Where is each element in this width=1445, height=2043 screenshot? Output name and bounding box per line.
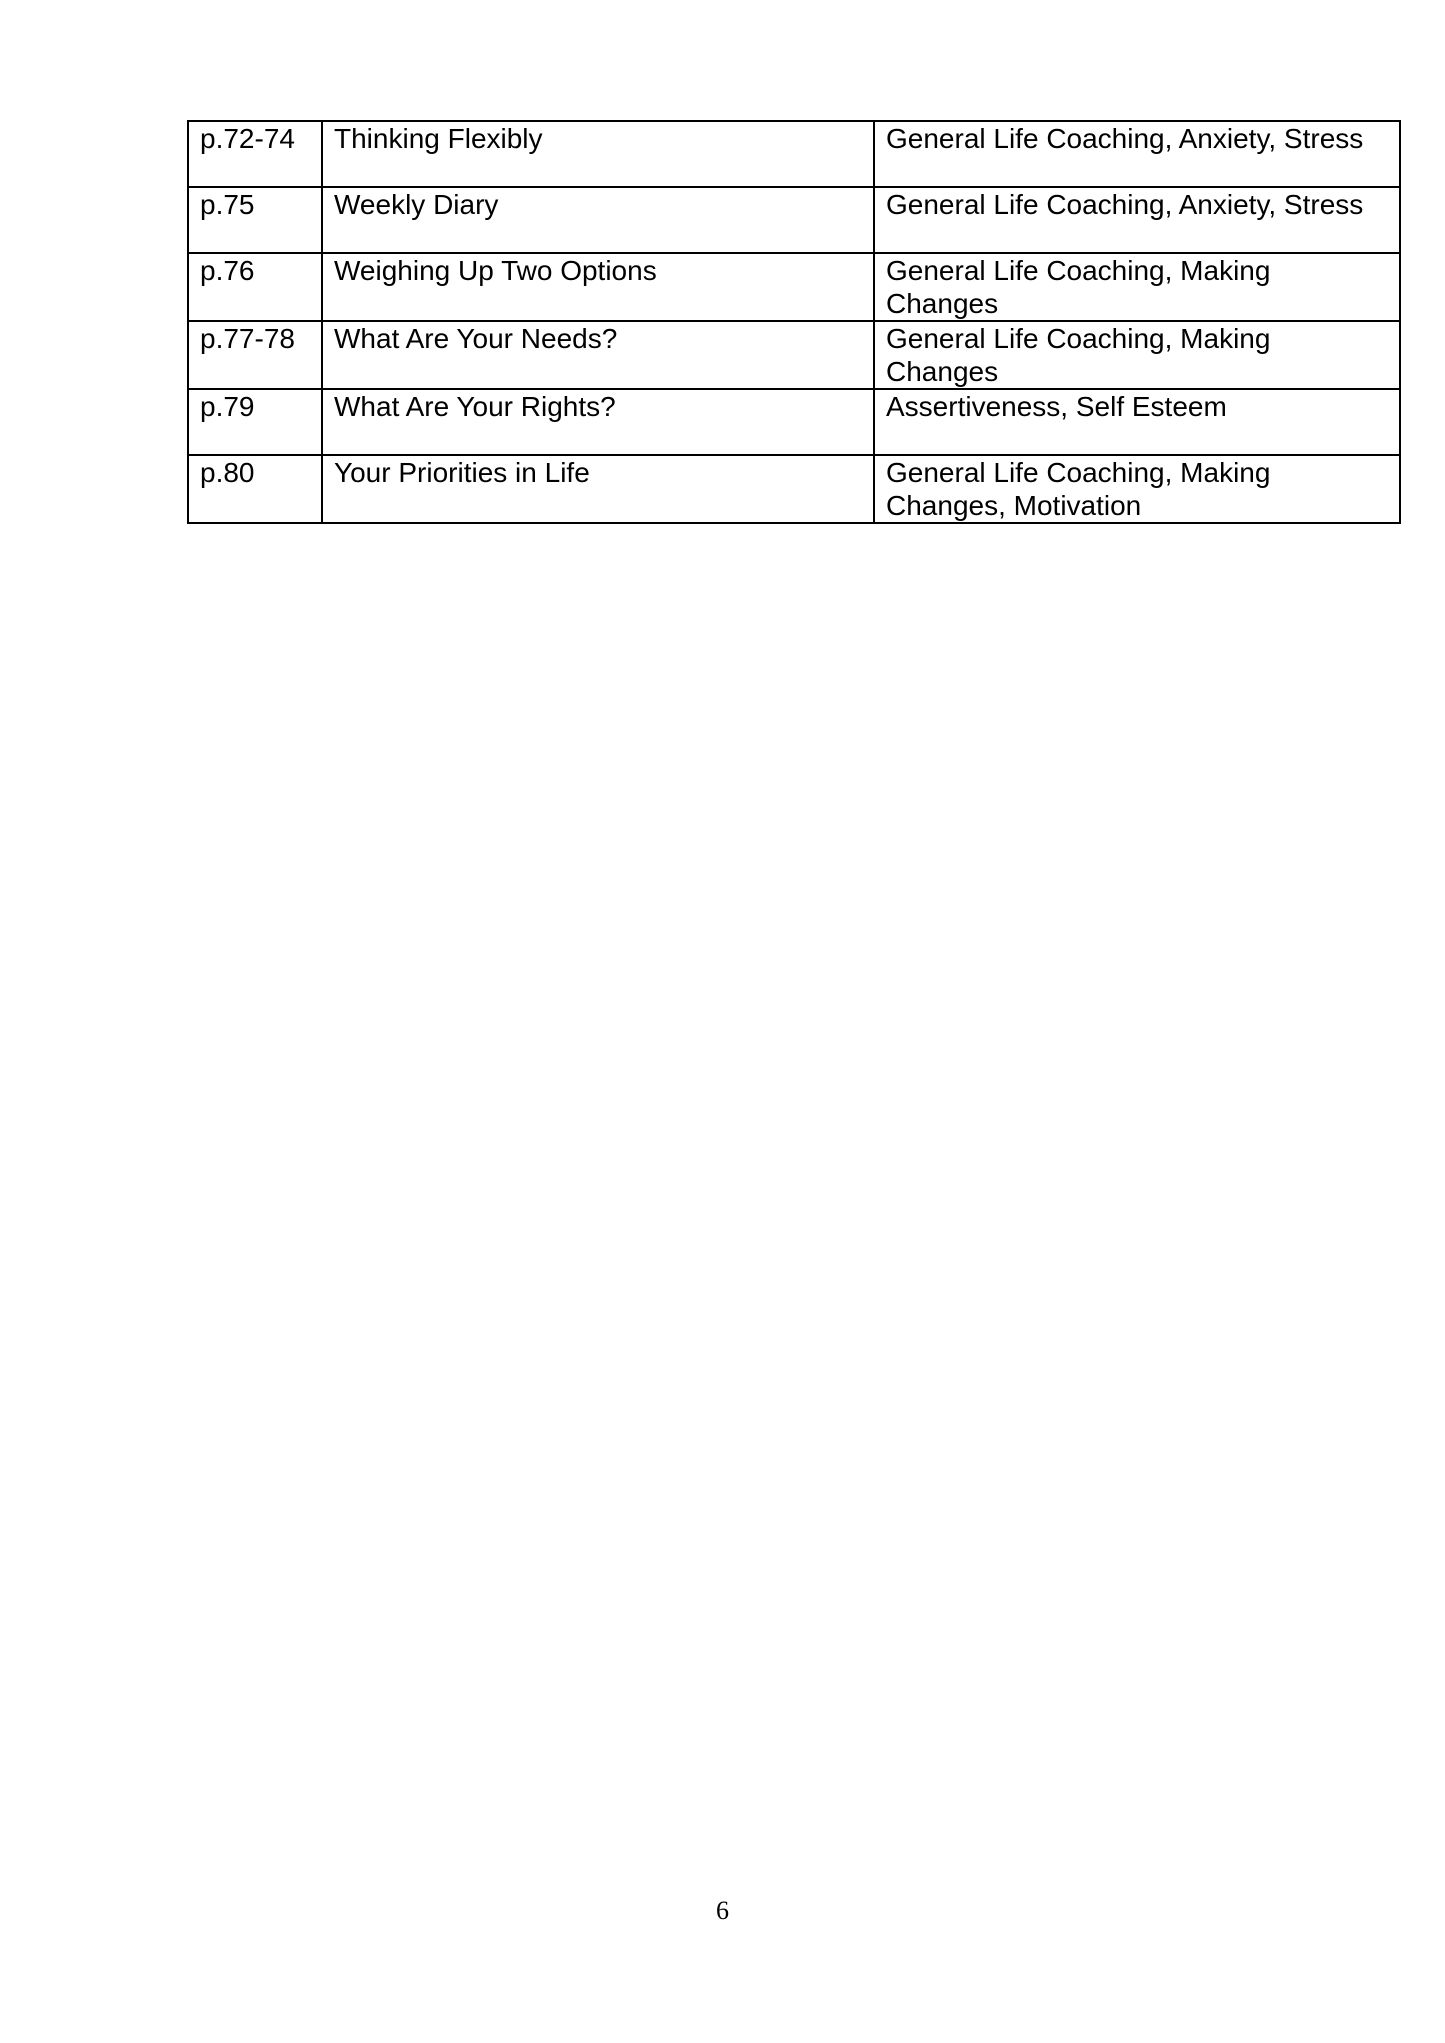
- page-reference: p.80: [188, 455, 322, 523]
- table-row: [188, 321, 1400, 389]
- topic-list: General Life Coaching, Anxiety, Stress: [874, 121, 1400, 187]
- topic-list: General Life Coaching, Making Changes: [874, 253, 1400, 321]
- page-reference: p.79: [188, 389, 322, 455]
- page-reference: p.75: [188, 187, 322, 253]
- worksheet-title: What Are Your Needs?: [322, 321, 874, 389]
- table-row: [188, 389, 1400, 455]
- page-reference: p.72-74: [188, 121, 322, 187]
- page-number: 6: [716, 1896, 729, 1925]
- worksheet-index-table: [187, 120, 1401, 524]
- table-row: [188, 253, 1400, 321]
- worksheet-title: Thinking Flexibly: [322, 121, 874, 187]
- worksheet-title: Your Priorities in Life: [322, 455, 874, 523]
- page-reference: p.77-78: [188, 321, 322, 389]
- worksheet-title: What Are Your Rights?: [322, 389, 874, 455]
- table-row: [188, 187, 1400, 253]
- topic-list: General Life Coaching, Anxiety, Stress: [874, 187, 1400, 253]
- worksheet-title: Weekly Diary: [322, 187, 874, 253]
- worksheet-title: Weighing Up Two Options: [322, 253, 874, 321]
- table-row: [188, 121, 1400, 187]
- table-row: [188, 455, 1400, 523]
- page-reference: p.76: [188, 253, 322, 321]
- topic-list: Assertiveness, Self Esteem: [874, 389, 1400, 455]
- topic-list: General Life Coaching, Making Changes, Motivation: [874, 455, 1400, 523]
- topic-list: General Life Coaching, Making Changes: [874, 321, 1400, 389]
